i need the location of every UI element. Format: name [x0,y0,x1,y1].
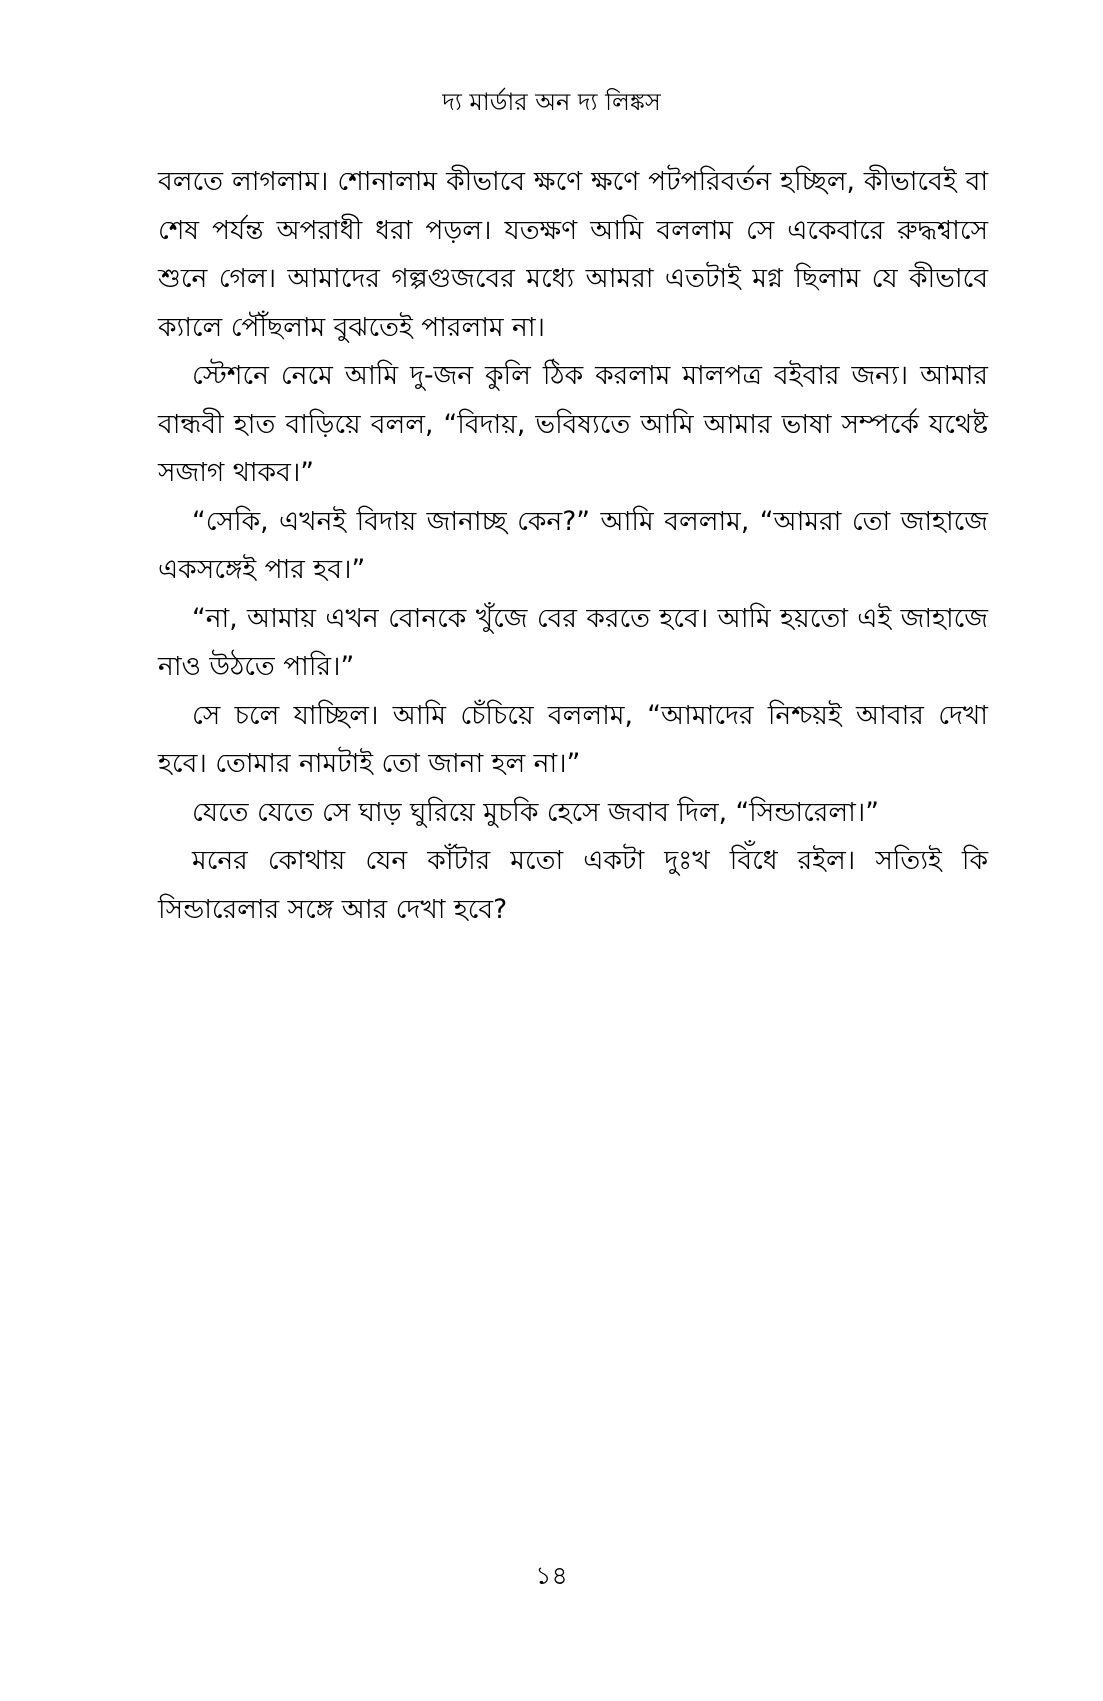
paragraph: যেতে যেতে সে ঘাড় ঘুরিয়ে মুচকি হেসে জবাব দিল, “সিন্ডারেলা।” [192,796,879,828]
paragraph: “সেকি, এখনই বিদায় জানাচ্ছ কেন?” আমি বললাম, “আমরা তো জাহাজে একসঙ্গেই পার হব।” [158,505,988,585]
paragraph: স্টেশনে নেমে আমি দু-জন কুলি ঠিক করলাম মালপত্র বইবার জন্য। আমার বান্ধবী হাত বাড়িয়ে বলল, “বিদায়, ভবিষ্যতে আমি আমার ভাষা সম্পর্কে যথেষ্ট সজাগ থাকব।” [158,360,988,488]
paragraph: “না, আমায় এখন বোনকে খুঁজে বের করতে হবে। আমি হয়তো এই জাহাজে নাও উঠতে পারি।” [158,602,988,682]
body-text [158,158,988,934]
running-header: দ্য মার্ডার অন দ্য লিঙ্কস [442,88,661,116]
paragraph-continuation: বলতে লাগলাম। শোনালাম কীভাবে ক্ষণে ক্ষণে পটপরিবর্তন হচ্ছিল, কীভাবেই বা শেষ পর্যন্ত অপরাধী ধরা পড়ল। যতক্ষণ আমি বললাম সে একেবারে রুদ্ধশ্বাসে শুনে গেল। আমাদের গল্পগুজবের মধ্যে আমরা এতটাই মগ্ন ছিলাম যে কীভাবে ক্যালে পৌঁছলাম বুঝতেই পারলাম না। [158,166,988,343]
page-number: ১৪ [535,1561,568,1590]
paragraph: মনের কোথায় যেন কাঁটার মতো একটা দুঃখ বিঁধে রইল। সত্যিই কি সিন্ডারেলার সঙ্গে আর দেখা হবে? [158,845,988,925]
paragraph: সে চলে যাচ্ছিল। আমি চেঁচিয়ে বললাম, “আমাদের নিশ্চয়ই আবার দেখা হবে। তোমার নামটাই তো জানা হল না।” [158,699,988,779]
